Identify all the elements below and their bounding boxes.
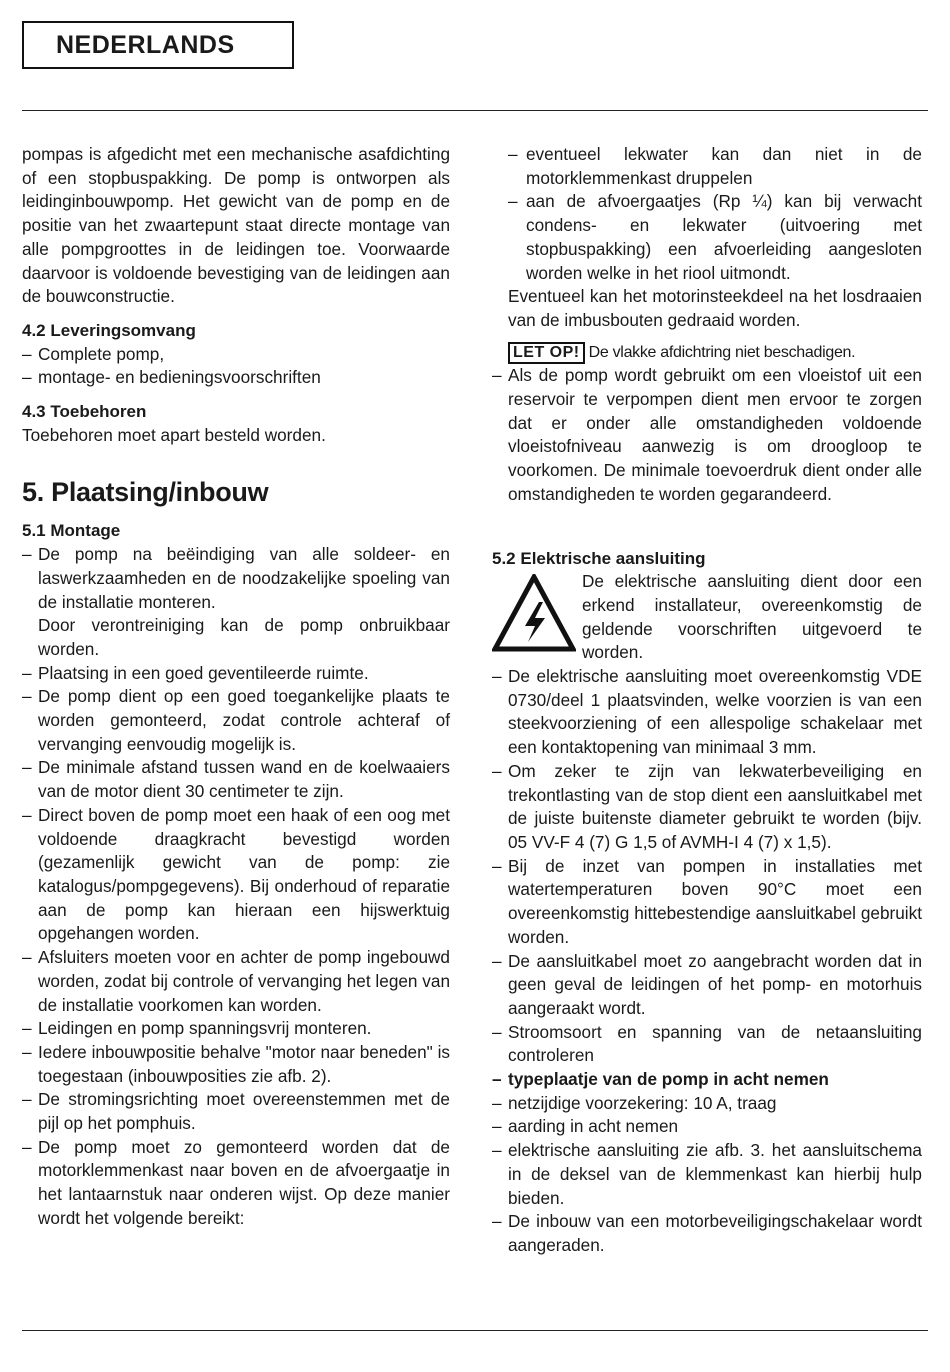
caution-notice [492, 341, 922, 365]
section-4-2-list [22, 343, 450, 390]
list-item: – Complete pomp, [22, 343, 450, 367]
list-item: – De aansluitkabel moet zo aangebracht worden dat in geen geval de leidingen of het pomp- en motorhuis aangeraakt wordt. [492, 950, 922, 1021]
list-item: – De elektrische aansluiting moet overeenkomstig VDE 0730/deel 1 plaatsvinden, welke voorzien is van een steekvoorziening of een allespolige schakelaar met een kontaktopening van minimaal 3 mm. [492, 665, 922, 760]
section-4-2-heading: 4.2 Leveringsomvang [22, 320, 196, 340]
list-item-continuation: Door verontreiniging kan de pomp onbruikbaar worden. [38, 615, 450, 659]
section-4-3-text: Toebehoren moet apart besteld worden. [22, 424, 326, 445]
caution-badge: LET OP! [508, 342, 585, 364]
list-item: – Iedere inbouwpositie behalve "motor naar beneden" is toegestaan (inbouwposities zie afb. 2). [22, 1041, 450, 1088]
section-5-2-list [492, 665, 922, 1258]
list-item: – Als de pomp wordt gebruikt om een vloeistof uit een reservoir te verpompen dient men ervoor te zorgen dat er onder alle omstandigheden voldoende vloeistofniveau aanwezig is om droogloop te voorkomen. De minimale toevoerdruk dient onder alle omstandigheden te worden gegarandeerd. [492, 364, 922, 506]
list-item: – De pomp dient op een goed toegankelijke plaats te worden gemonteerd, zodat controle achteraf of vervanging eenvoudig mogelijk is. [22, 685, 450, 756]
list-item: – De inbouw van een motorbeveiligingschakelaar wordt aangeraden. [492, 1210, 922, 1257]
list-item: – De pomp na beëindiging van alle soldeer- en laswerkzaamheden en de noodzakelijke spoeling van de installatie monteren. [22, 543, 450, 614]
left-column [22, 143, 450, 1231]
list-item: – Leidingen en pomp spanningsvrij monteren. [22, 1017, 450, 1041]
list-item: – Stroomsoort en spanning van de netaansluiting controleren [492, 1021, 922, 1068]
list-item-emphasis: – typeplaatje van de pomp in acht nemen [492, 1068, 922, 1092]
list-item: – Direct boven de pomp moet een haak of een oog met voldoende draagkracht bevestigd worden (gezamenlijk gewicht van de pomp: zie katalogus/pompgegevens). Bij onderhoud of reparatie aan de pomp kan hieraan een hijswerktuig opgehangen worden. [22, 804, 450, 946]
list-item: – elektrische aansluiting zie afb. 3. het aansluitschema in de deksel van de klemmenkast kan hierbij hulp bieden. [492, 1139, 922, 1210]
header-divider [22, 110, 928, 111]
orientation-benefits-list [492, 143, 922, 285]
intro-paragraph: pompas is afgedicht met een mechanische asafdichting of een stopbuspakking. De pomp is ontworpen als leidinginbouwpomp. Het gewicht van de pomp en de positie van het zwaartepunt staat directe montage van alle pompgroottes in de leidingen toe. Voorwaarde daarvoor is voldoende bevestiging van de leidingen aan de bouwconstructie. [22, 144, 450, 307]
section-4-3-heading: 4.3 Toebehoren [22, 402, 147, 422]
list-item: – aarding in acht nemen [492, 1115, 922, 1139]
chapter-5-heading: 5. Plaatsing/inbouw [22, 477, 269, 508]
list-item: – Om zeker te zijn van lekwaterbeveiliging en trekontlasting van de stop dient een aansluitkabel met de juiste buitenste diameter gebruikt te worden (bijv. 05 VV-F 4 (7) G 1,5 of AVMH-I 4 (7) x 1,5). [492, 760, 922, 855]
section-5-1-heading: 5.1 Montage [22, 521, 121, 541]
list-item: – Afsluiters moeten voor en achter de pomp ingebouwd worden, zodat bij controle of vervanging het legen van de installatie voorkomen kan worden. [22, 946, 450, 1017]
high-voltage-warning-icon [492, 570, 582, 659]
list-item: – De pomp moet zo gemonteerd worden dat de motorklemmenkast naar boven en de afvoergaatje in het lantaarnstuk naar onderen wijst. Op deze manier wordt het volgende bereikt: [22, 1136, 450, 1231]
language-label-text: NEDERLANDS [56, 30, 235, 59]
list-item: – Plaatsing in een goed geventileerde ruimte. [22, 662, 450, 686]
list-item: – Bij de inzet van pompen in installaties met watertemperaturen boven 90°C moet een overeenkomstig hittebestendige aansluitkabel gebruikt worden. [492, 855, 922, 950]
electrical-warning [492, 570, 922, 665]
list-item: – eventueel lekwater kan dan niet in de motorklemmenkast druppelen [492, 143, 922, 190]
language-label [22, 21, 294, 69]
section-5-2-heading: 5.2 Elektrische aansluiting [492, 548, 706, 568]
section-5-1-list [22, 543, 450, 1230]
footer-divider [22, 1330, 928, 1331]
list-item: – netzijdige voorzekering: 10 A, traag [492, 1092, 922, 1116]
right-column [492, 143, 922, 1258]
motor-rotation-text: Eventueel kan het motorinsteekdeel na het losdraaien van de imbusbouten gedraaid worden. [508, 286, 922, 330]
list-item: – De minimale afstand tussen wand en de koelwaaiers van de motor dient 30 centimeter te zijn. [22, 756, 450, 803]
list-item: – De stromingsrichting moet overeenstemmen met de pijl op het pomphuis. [22, 1088, 450, 1135]
list-item: – montage- en bedieningsvoorschriften [22, 366, 450, 390]
list-item: – aan de afvoergaatjes (Rp ¼) kan bij verwacht condens- en lekwater (uitvoering met stopbuspakking) een afvoerleiding aangesloten worden welke in het riool uitmondt. [492, 190, 922, 285]
reservoir-list [492, 364, 922, 506]
caution-text: De vlakke afdichtring niet beschadigen. [588, 343, 856, 361]
electrical-warning-text: De elektrische aansluiting dient door een erkend installateur, overeenkomstig de geldende voorschriften uitgevoerd te worden. [582, 571, 922, 663]
